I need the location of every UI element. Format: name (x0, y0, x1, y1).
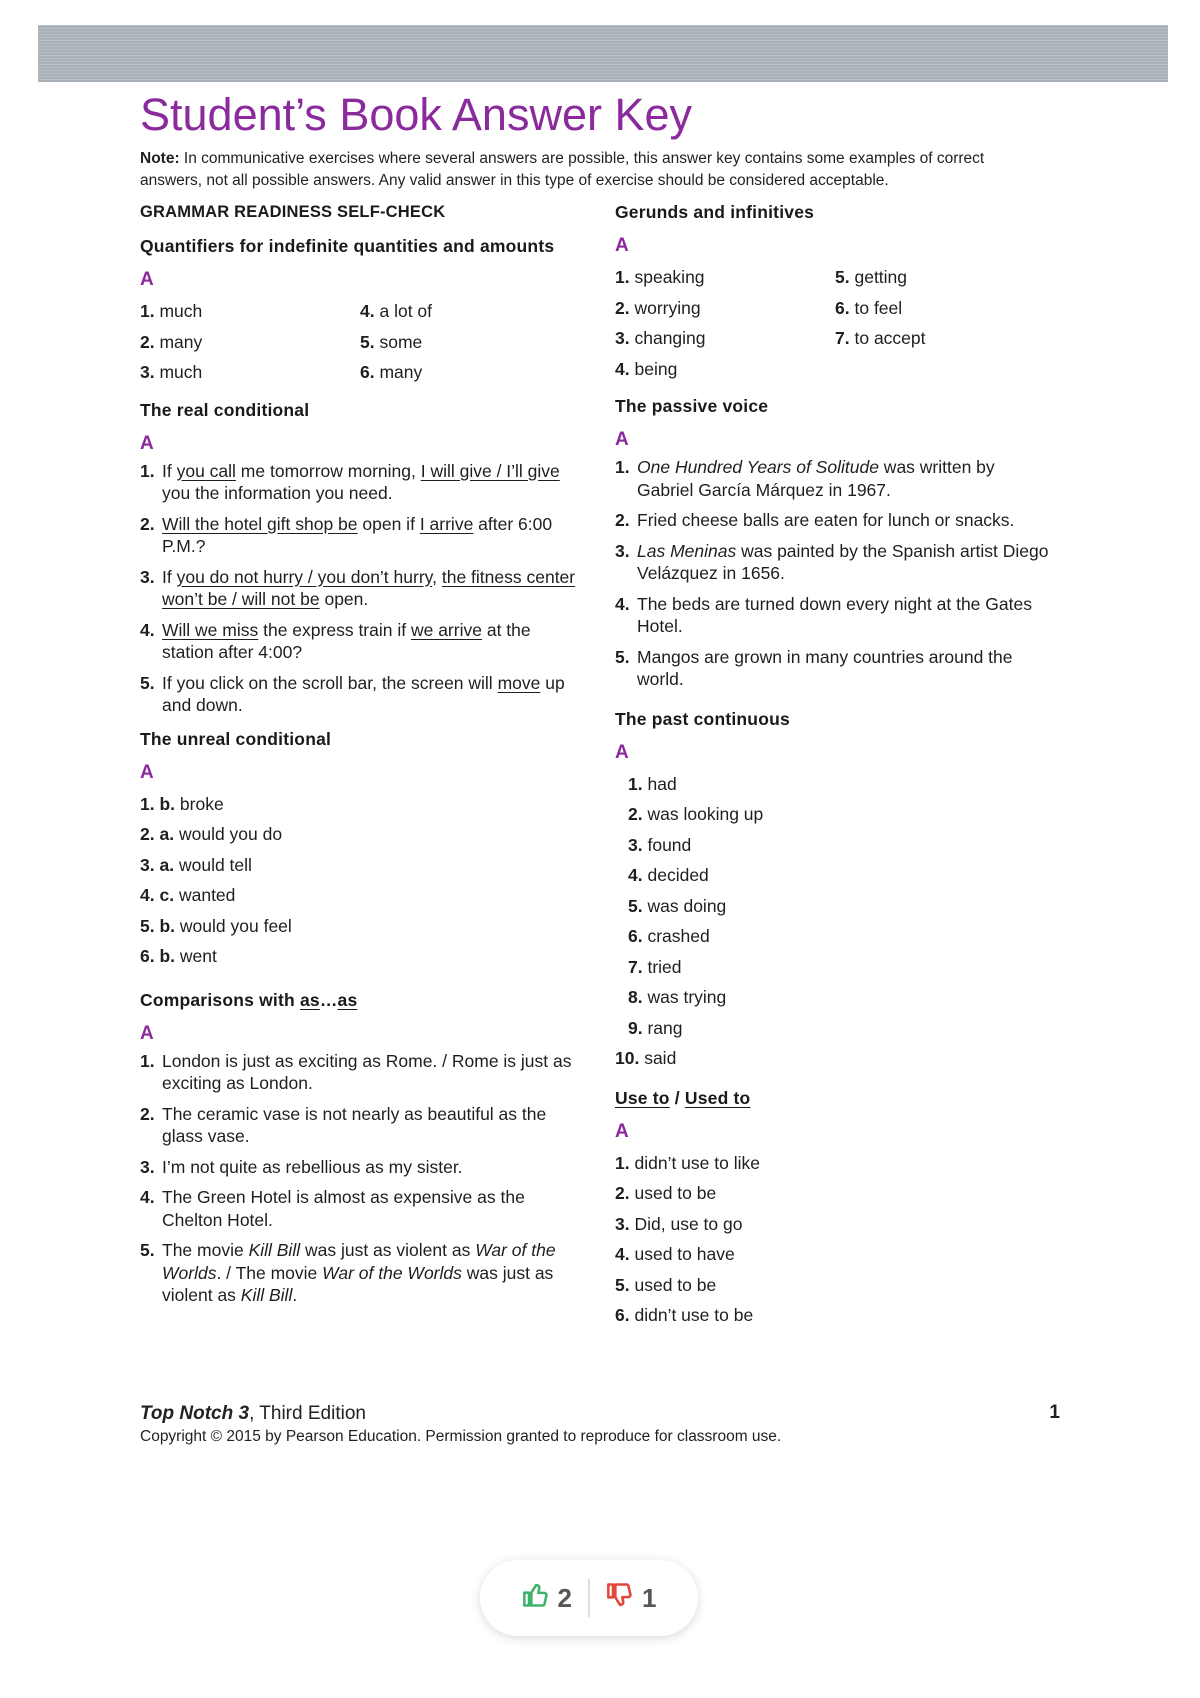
answer-item: 5. If you click on the scroll bar, the screen will move up and down. (140, 672, 565, 715)
answer-item: 3. much (140, 362, 203, 382)
answer-item: 2. used to be (615, 1183, 717, 1203)
answer-item: 1. had (628, 773, 677, 794)
vote-widget (480, 1560, 698, 1636)
exercise-letter: A (615, 1120, 629, 1142)
answer-item: 2. The ceramic vase is not nearly as beautiful as the glass vase. (140, 1103, 547, 1146)
thumbs-up-icon (522, 1581, 550, 1616)
answer-item: 10. said (615, 1048, 677, 1068)
answer-item: 4. c. wanted (140, 885, 236, 905)
answer-item: 3. a. would tell (140, 854, 252, 875)
answer-item: 4. The Green Hotel is almost as expensive as the Chelton Hotel. (140, 1187, 525, 1230)
past-continuous-answers (615, 769, 1055, 1074)
answer-item: 3. found (628, 834, 692, 855)
answer-item: 3. If you do not hurry / you don’t hurry, the fitness center won’t be / will not be open. (140, 566, 576, 609)
heading-gerunds: Gerunds and infinitives (615, 202, 815, 222)
note-paragraph (140, 148, 1020, 192)
page-footer (140, 1402, 1060, 1448)
answer-item: 7. tried (628, 956, 682, 977)
answer-item: 1. speaking (615, 267, 705, 287)
upvote-count: 2 (557, 1582, 572, 1613)
answer-item: 4. Will we miss the express train if we arrive at the station after 4:00? (140, 619, 531, 662)
answer-item: 4. The beds are turned down every night at the Gates Hotel. (615, 593, 1032, 636)
answer-item: 1. London is just as exciting as Rome. / Rome is just as exciting as London. (140, 1050, 572, 1093)
answer-item: 1. b. broke (140, 793, 224, 814)
answer-item: 4. a lot of (360, 301, 433, 321)
note-text: In communicative exercises where several answers are possible, this answer key contains some examples of correct answers, not all possible answers. Any valid answer in this type of exercise should be considered acceptable. (140, 150, 985, 189)
answer-column (140, 296, 360, 388)
answer-item: 9. rang (628, 1017, 683, 1038)
answer-item: 3. Did, use to go (615, 1213, 743, 1234)
heading-use-to: Use to / Used to (615, 1087, 751, 1108)
exercise-letter: A (615, 429, 629, 450)
heading-past-continuous: The past continuous (615, 708, 790, 729)
answer-item: 4. being (615, 358, 678, 379)
answer-item: 3. changing (615, 328, 706, 348)
heading-comparisons: Comparisons with as…as (140, 989, 358, 1010)
exercise-letter: A (140, 269, 154, 290)
answer-item: 5. b. would you feel (140, 915, 292, 936)
answer-item: 5. getting (835, 267, 908, 287)
answer-item: 6. crashed (628, 926, 710, 946)
answer-item: 3. Las Meninas was painted by the Spanish artist Diego Velázquez in 1656. (615, 540, 1049, 583)
answer-item: 1. If you call me tomorrow morning, I will give / I’ll give you the information you need. (140, 460, 560, 503)
copyright-notice: Copyright © 2015 by Pearson Education. Permission granted to reproduce for classroom use. (140, 1428, 782, 1445)
gerunds-answers (615, 262, 1055, 384)
answer-item: 1. much (140, 301, 203, 321)
exercise-letter: A (140, 761, 154, 783)
answer-item: 5. some (360, 331, 423, 352)
answer-item: 1. didn’t use to like (615, 1152, 760, 1173)
heading-quantifiers: Quantifiers for indefinite quantities and amounts (140, 236, 555, 256)
exercise-letter: A (140, 1022, 154, 1044)
answer-item: 4. decided (628, 865, 709, 885)
answer-item: 2. a. would you do (140, 824, 283, 844)
answer-item: 6. didn’t use to be (615, 1305, 754, 1325)
answer-item: 7. to accept (835, 328, 926, 348)
passive-answers (615, 456, 1055, 691)
answer-item: 5. was doing (628, 895, 727, 916)
note-label: Note: (140, 150, 180, 167)
header-band (38, 25, 1168, 82)
answer-column (835, 262, 1035, 384)
answer-column (360, 296, 560, 388)
exercise-letter: A (615, 235, 629, 256)
answer-item: 2. worrying (615, 297, 701, 318)
upvote-button[interactable] (506, 1581, 588, 1616)
answer-item: 5. Mangos are grown in many countries around the world. (615, 646, 1013, 689)
heading-passive-voice: The passive voice (615, 396, 769, 416)
real-conditional-answers (140, 460, 580, 717)
unreal-conditional-answers (140, 789, 580, 972)
page-title: Student’s Book Answer Key (140, 89, 692, 140)
answer-item: 5. The movie Kill Bill was just as violent as War of the Worlds. / The movie War of the Worlds was just as violent as Kill Bill. (140, 1240, 556, 1305)
page-number: 1 (1049, 1402, 1060, 1423)
exercise-letter: A (615, 741, 629, 763)
section-heading-grammar-check: GRAMMAR READINESS SELF-CHECK (140, 203, 446, 221)
answer-item: 5. used to be (615, 1274, 717, 1295)
book-title: Top Notch 3, Third Edition (140, 1403, 366, 1424)
answer-item: 6. b. went (140, 946, 217, 966)
answer-item: 2. was looking up (628, 804, 764, 824)
downvote-button[interactable] (590, 1581, 672, 1616)
left-column (140, 200, 580, 1315)
exercise-letter: A (140, 432, 154, 454)
answer-item: 2. Fried cheese balls are eaten for lunch or snacks. (615, 510, 1015, 530)
thumbs-down-icon (606, 1581, 634, 1616)
answer-item: 1. One Hundred Years of Solitude was written by Gabriel García Márquez in 1967. (615, 457, 995, 500)
answer-item: 2. many (140, 331, 203, 352)
downvote-count: 1 (642, 1582, 657, 1613)
right-column (615, 200, 1055, 1331)
answer-item: 8. was trying (628, 987, 727, 1007)
heading-real-conditional: The real conditional (140, 399, 310, 420)
use-to-answers (615, 1148, 1055, 1331)
answer-item: 4. used to have (615, 1244, 735, 1264)
quantifiers-answers (140, 296, 580, 388)
answer-item: 6. to feel (835, 297, 903, 318)
answer-column (615, 262, 835, 384)
heading-unreal-conditional: The unreal conditional (140, 728, 332, 749)
answer-item: 2. Will the hotel gift shop be open if I arrive after 6:00 P.M.? (140, 513, 553, 556)
answer-item: 6. many (360, 362, 423, 382)
comparisons-answers (140, 1050, 580, 1307)
answer-item: 3. I’m not quite as rebellious as my sister. (140, 1156, 463, 1177)
